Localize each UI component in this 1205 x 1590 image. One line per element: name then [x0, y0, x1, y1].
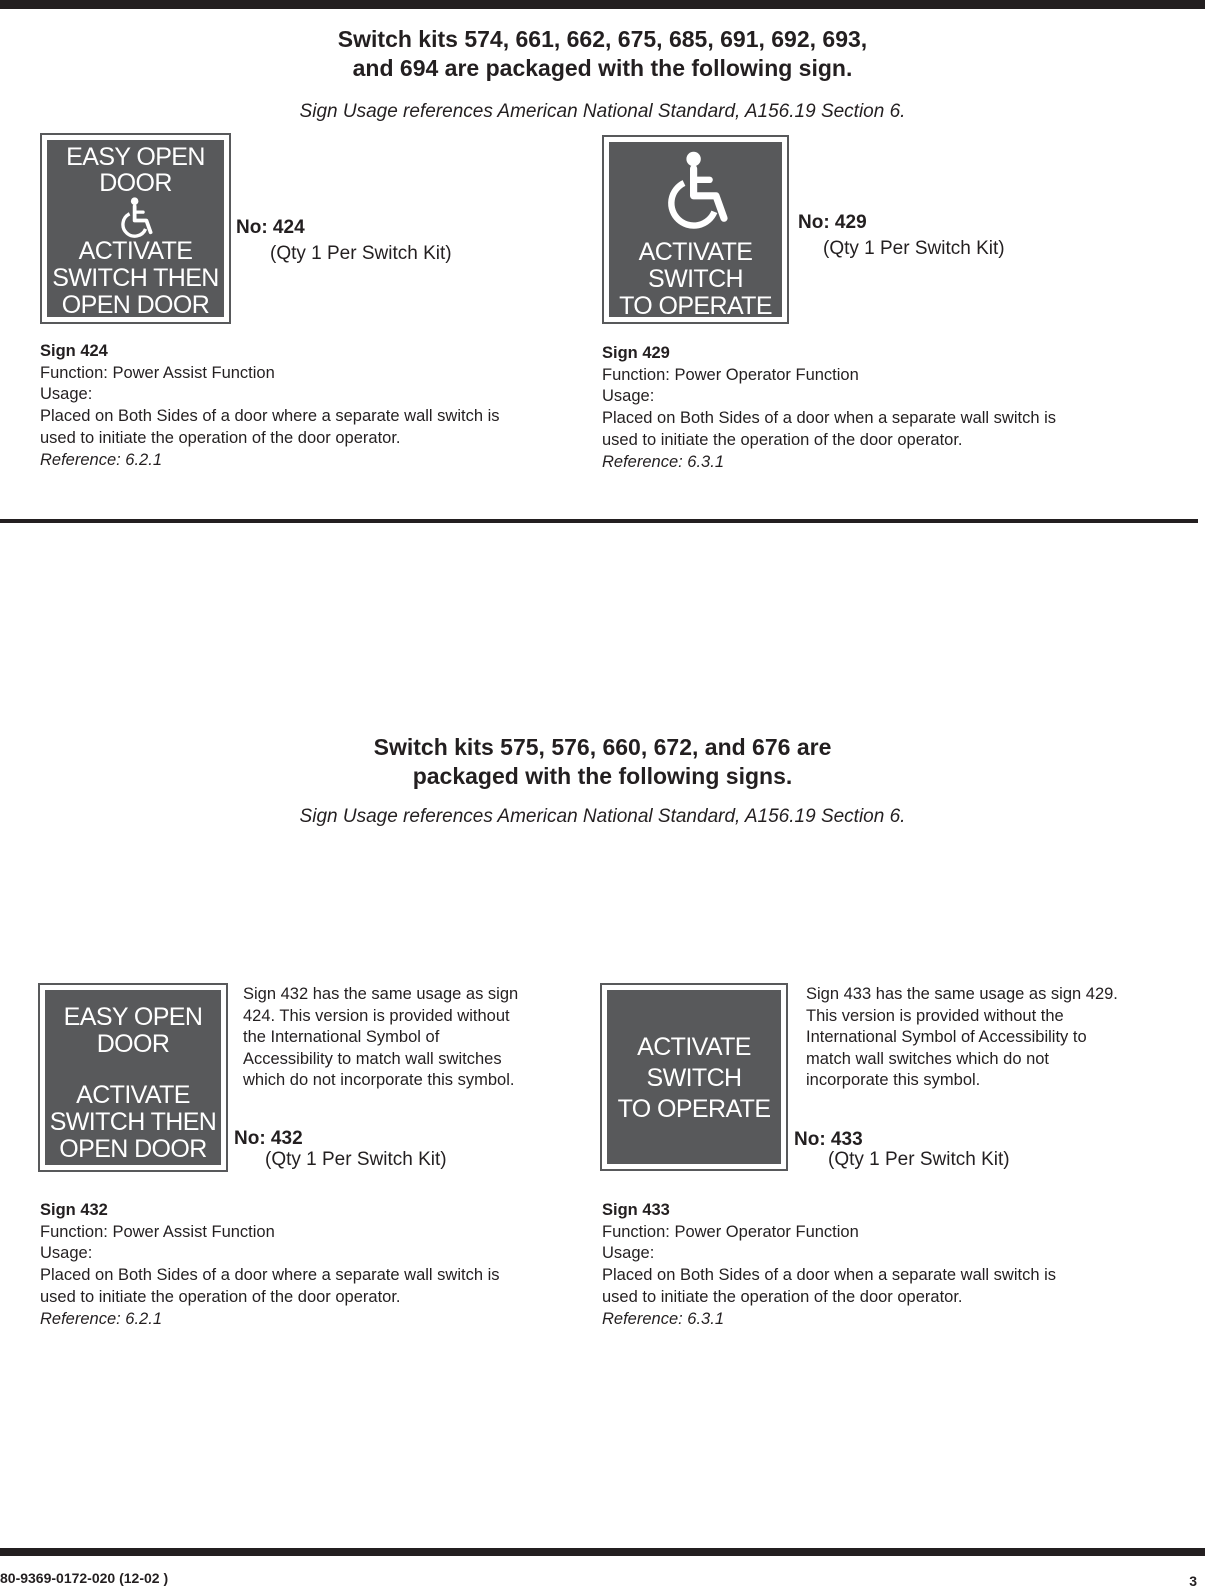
sign-433-number: No: 433 [794, 1129, 863, 1150]
sign-424-qty: (Qty 1 Per Switch Kit) [270, 243, 452, 264]
sign-429-heading: Sign 429 [602, 344, 670, 362]
sign-429-image [602, 135, 789, 324]
sign-433-description [602, 1200, 1056, 1330]
footer-rule [0, 1548, 1205, 1556]
wheelchair-icon [117, 197, 159, 239]
sign-424-function: Function: Power Assist Function [40, 363, 275, 382]
sign-432-function: Function: Power Assist Function [40, 1222, 275, 1241]
sign-433-text3: TO OPERATE [617, 1095, 771, 1123]
sign-432-usage-line2: used to initiate the operation of the door operator. [40, 1287, 401, 1306]
sign-433-note [806, 984, 1118, 1092]
sign-429-text2: SWITCH [648, 265, 743, 293]
sign-432-image [38, 983, 228, 1172]
section2-title [0, 733, 1205, 791]
sign-433-usage-line1: Placed on Both Sides of a door when a separate wall switch is [602, 1266, 1057, 1285]
section2-title-line2: packaged with the following signs. [412, 763, 793, 789]
sign-424-usage-line1: Placed on Both Sides of a door where a separate wall switch is [40, 407, 500, 426]
sign-424-number: No: 424 [236, 217, 305, 238]
sign-433-note-line4: match wall switches which do not [806, 1049, 1050, 1068]
sign-429-usage-label: Usage: [602, 387, 655, 406]
sign-429-description [602, 343, 1056, 473]
sign-433-qty: (Qty 1 Per Switch Kit) [828, 1149, 1010, 1170]
sign-432-text-top1: EASY OPEN [63, 1003, 203, 1031]
sign-424-text-top2: DOOR [99, 169, 172, 197]
sign-424-usage-line2: used to initiate the operation of the door operator. [40, 428, 401, 447]
sign-429-qty: (Qty 1 Per Switch Kit) [823, 238, 1005, 259]
sign-433-usage-line2: used to initiate the operation of the door operator. [602, 1287, 963, 1306]
sign-432-note-line5: which do not incorporate this symbol. [243, 1071, 515, 1089]
sign-432-text-top2: DOOR [96, 1030, 170, 1058]
sign-433-note-line3: International Symbol of Accessibility to [806, 1028, 1087, 1046]
section2-title-line1: Switch kits 575, 576, 660, 672, and 676 are [373, 734, 832, 760]
sign-424-text-top1: EASY OPEN [66, 143, 205, 171]
section1-reference: Sign Usage references American National Standard, A156.19 Section 6. [299, 101, 906, 122]
section1-title [0, 25, 1205, 83]
sign-424-text-bottom2: SWITCH THEN [52, 264, 219, 292]
sign-432-text-bottom1: ACTIVATE [76, 1081, 190, 1109]
sign-429-number: No: 429 [798, 212, 867, 233]
sign-432-usage-label: Usage: [40, 1244, 93, 1263]
sign-429-reference: Reference: 6.3.1 [602, 452, 724, 471]
wheelchair-icon [660, 148, 740, 234]
sign-429-text1: ACTIVATE [638, 238, 753, 266]
sign-424-text-bottom1: ACTIVATE [78, 237, 193, 265]
sign-433-text1: ACTIVATE [637, 1033, 751, 1061]
sign-429-function: Function: Power Operator Function [602, 365, 859, 384]
sign-433-function: Function: Power Operator Function [602, 1222, 859, 1241]
section1-title-line1: Switch kits 574, 661, 662, 675, 685, 691, 692, 693, [337, 26, 868, 52]
sign-432-note-line2: 424. This version is provided without [243, 1006, 510, 1025]
sign-432-text-bottom3: OPEN DOOR [59, 1135, 207, 1163]
sign-432-number: No: 432 [234, 1128, 303, 1149]
top-rule [0, 0, 1205, 9]
sign-432-reference: Reference: 6.2.1 [40, 1309, 162, 1328]
sign-432-note-line1: Sign 432 has the same usage as sign [243, 985, 519, 1003]
section-divider [0, 519, 1198, 523]
sign-429-text3: TO OPERATE [619, 292, 772, 317]
sign-432-qty: (Qty 1 Per Switch Kit) [265, 1149, 447, 1170]
sign-433-usage-label: Usage: [602, 1244, 655, 1263]
sign-433-reference: Reference: 6.3.1 [602, 1309, 724, 1328]
sign-433-note-line1: Sign 433 has the same usage as sign 429. [806, 985, 1118, 1003]
footer-doc-number: 80-9369-0172-020 (12-02 ) [0, 1570, 169, 1586]
sign-429-usage-line1: Placed on Both Sides of a door when a separate wall switch is [602, 409, 1057, 428]
sign-424-reference: Reference: 6.2.1 [40, 450, 162, 469]
sign-433-text2: SWITCH [646, 1064, 742, 1092]
sign-432-description [40, 1200, 500, 1330]
sign-433-note-line5: incorporate this symbol. [806, 1071, 981, 1089]
section1-title-line2: and 694 are packaged with the following sign. [352, 55, 853, 81]
sign-432-note-line4: Accessibility to match wall switches [243, 1049, 502, 1068]
sign-432-usage-line1: Placed on Both Sides of a door where a separate wall switch is [40, 1266, 500, 1285]
sign-424-usage-label: Usage: [40, 385, 93, 404]
sign-429-usage-line2: used to initiate the operation of the door operator. [602, 430, 963, 449]
section2-reference: Sign Usage references American National Standard, A156.19 Section 6. [299, 806, 906, 827]
sign-424-face [47, 140, 224, 317]
sign-433-heading: Sign 433 [602, 1201, 670, 1219]
sign-424-heading: Sign 424 [40, 342, 108, 360]
sign-432-note-line3: the International Symbol of [243, 1028, 440, 1046]
sign-424-image [40, 133, 231, 324]
sign-432-face [45, 990, 221, 1165]
sign-432-text-bottom2: SWITCH THEN [49, 1108, 217, 1136]
sign-424-description [40, 341, 500, 471]
sign-432-heading: Sign 432 [40, 1201, 108, 1219]
sign-424-text-bottom3: OPEN DOOR [61, 291, 210, 317]
sign-433-image [600, 983, 788, 1171]
sign-433-face [607, 990, 781, 1164]
sign-429-face [609, 142, 782, 317]
sign-432-note [243, 984, 518, 1092]
footer-page-number: 3 [1189, 1573, 1197, 1589]
sign-433-note-line2: This version is provided without the [806, 1006, 1064, 1025]
